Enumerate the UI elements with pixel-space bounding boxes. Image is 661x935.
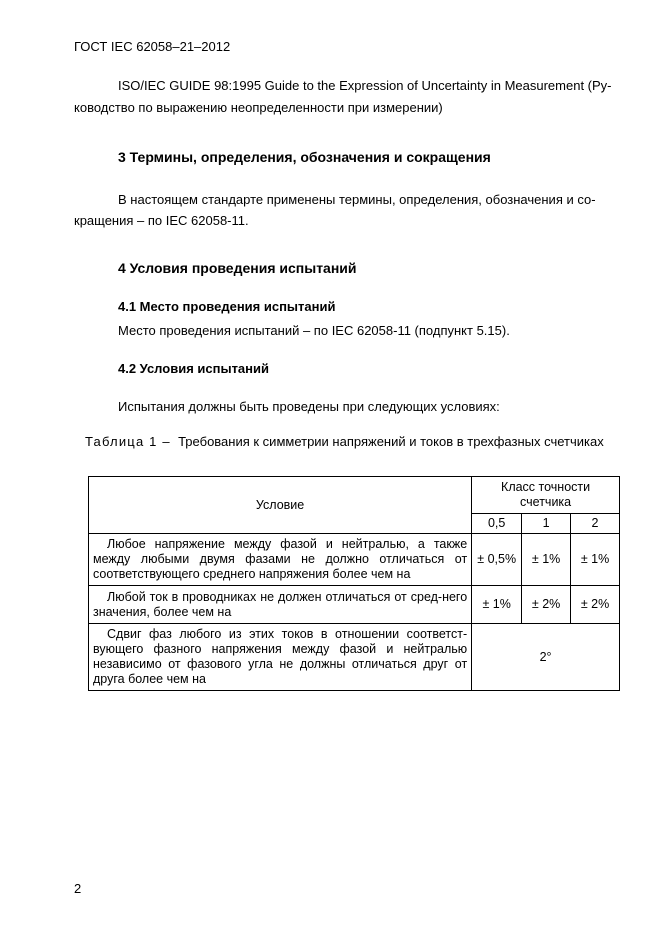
value-cell: ± 1% xyxy=(571,534,620,586)
table-row-current xyxy=(89,586,620,624)
merged-value-cell: 2° xyxy=(472,624,620,691)
condition-current-cell: Любой ток в проводниках не должен отличаться от сред-него значения, более чем на xyxy=(89,586,472,624)
value-cell: ± 1% xyxy=(472,586,522,624)
table-caption-text: Требования к симметрии напряжений и токов в трехфазных счетчиках xyxy=(178,434,604,449)
condition-phase-shift-cell: Сдвиг фаз любого из этих токов в отношении соответст-вующего фазного напряжения между фазой и нейтралью независимо от фазового угла не должны отличаться друг от друга более чем на xyxy=(89,624,472,691)
subsection-4-1-heading: 4.1 Место проведения испытаний xyxy=(118,299,336,314)
class-1-cell: 1 xyxy=(522,514,571,534)
subsection-4-2-heading: 4.2 Условия испытаний xyxy=(118,361,269,376)
document-code-header: ГОСТ IEC 62058–21–2012 xyxy=(74,39,231,54)
section-3-paragraph-line-2: кращения – по IEC 62058-11. xyxy=(74,213,249,228)
table-row-voltage xyxy=(89,534,620,586)
value-cell: ± 2% xyxy=(571,586,620,624)
section-3-paragraph-line-1: В настоящем стандарте применены термины, определения, обозначения и со- xyxy=(118,192,596,207)
section-3-heading: 3 Термины, определения, обозначения и сокращения xyxy=(118,149,491,165)
reference-line-1: ISO/IEC GUIDE 98:1995 Guide to the Expression of Uncertainty in Measurement (Ру- xyxy=(118,78,612,93)
requirements-table xyxy=(88,476,620,691)
table-caption xyxy=(85,432,604,452)
subsection-4-1-text: Место проведения испытаний – по IEC 62058-11 (подпункт 5.15). xyxy=(118,323,510,338)
table-caption-label: Таблица 1 – xyxy=(85,434,171,449)
section-4-heading: 4 Условия проведения испытаний xyxy=(118,260,357,276)
class-2-cell: 2 xyxy=(571,514,620,534)
subsection-4-2-text: Испытания должны быть проведены при следующих условиях: xyxy=(118,399,500,414)
header-condition-cell: Условие xyxy=(89,477,472,534)
table-row-phase-shift xyxy=(89,624,620,691)
table-header-row xyxy=(89,477,620,514)
page-number: 2 xyxy=(74,881,82,896)
value-cell: ± 1% xyxy=(522,534,571,586)
value-cell: ± 0,5% xyxy=(472,534,522,586)
value-cell: ± 2% xyxy=(522,586,571,624)
class-0-5-cell: 0,5 xyxy=(472,514,522,534)
condition-voltage-cell: Любое напряжение между фазой и нейтралью, а также между любыми двумя фазами не должно отличаться от соответствующего среднего напряжения более чем на xyxy=(89,534,472,586)
reference-line-2: ководство по выражению неопределенности при измерении) xyxy=(74,100,443,115)
header-accuracy-class-cell: Класс точности счетчика xyxy=(472,477,620,514)
